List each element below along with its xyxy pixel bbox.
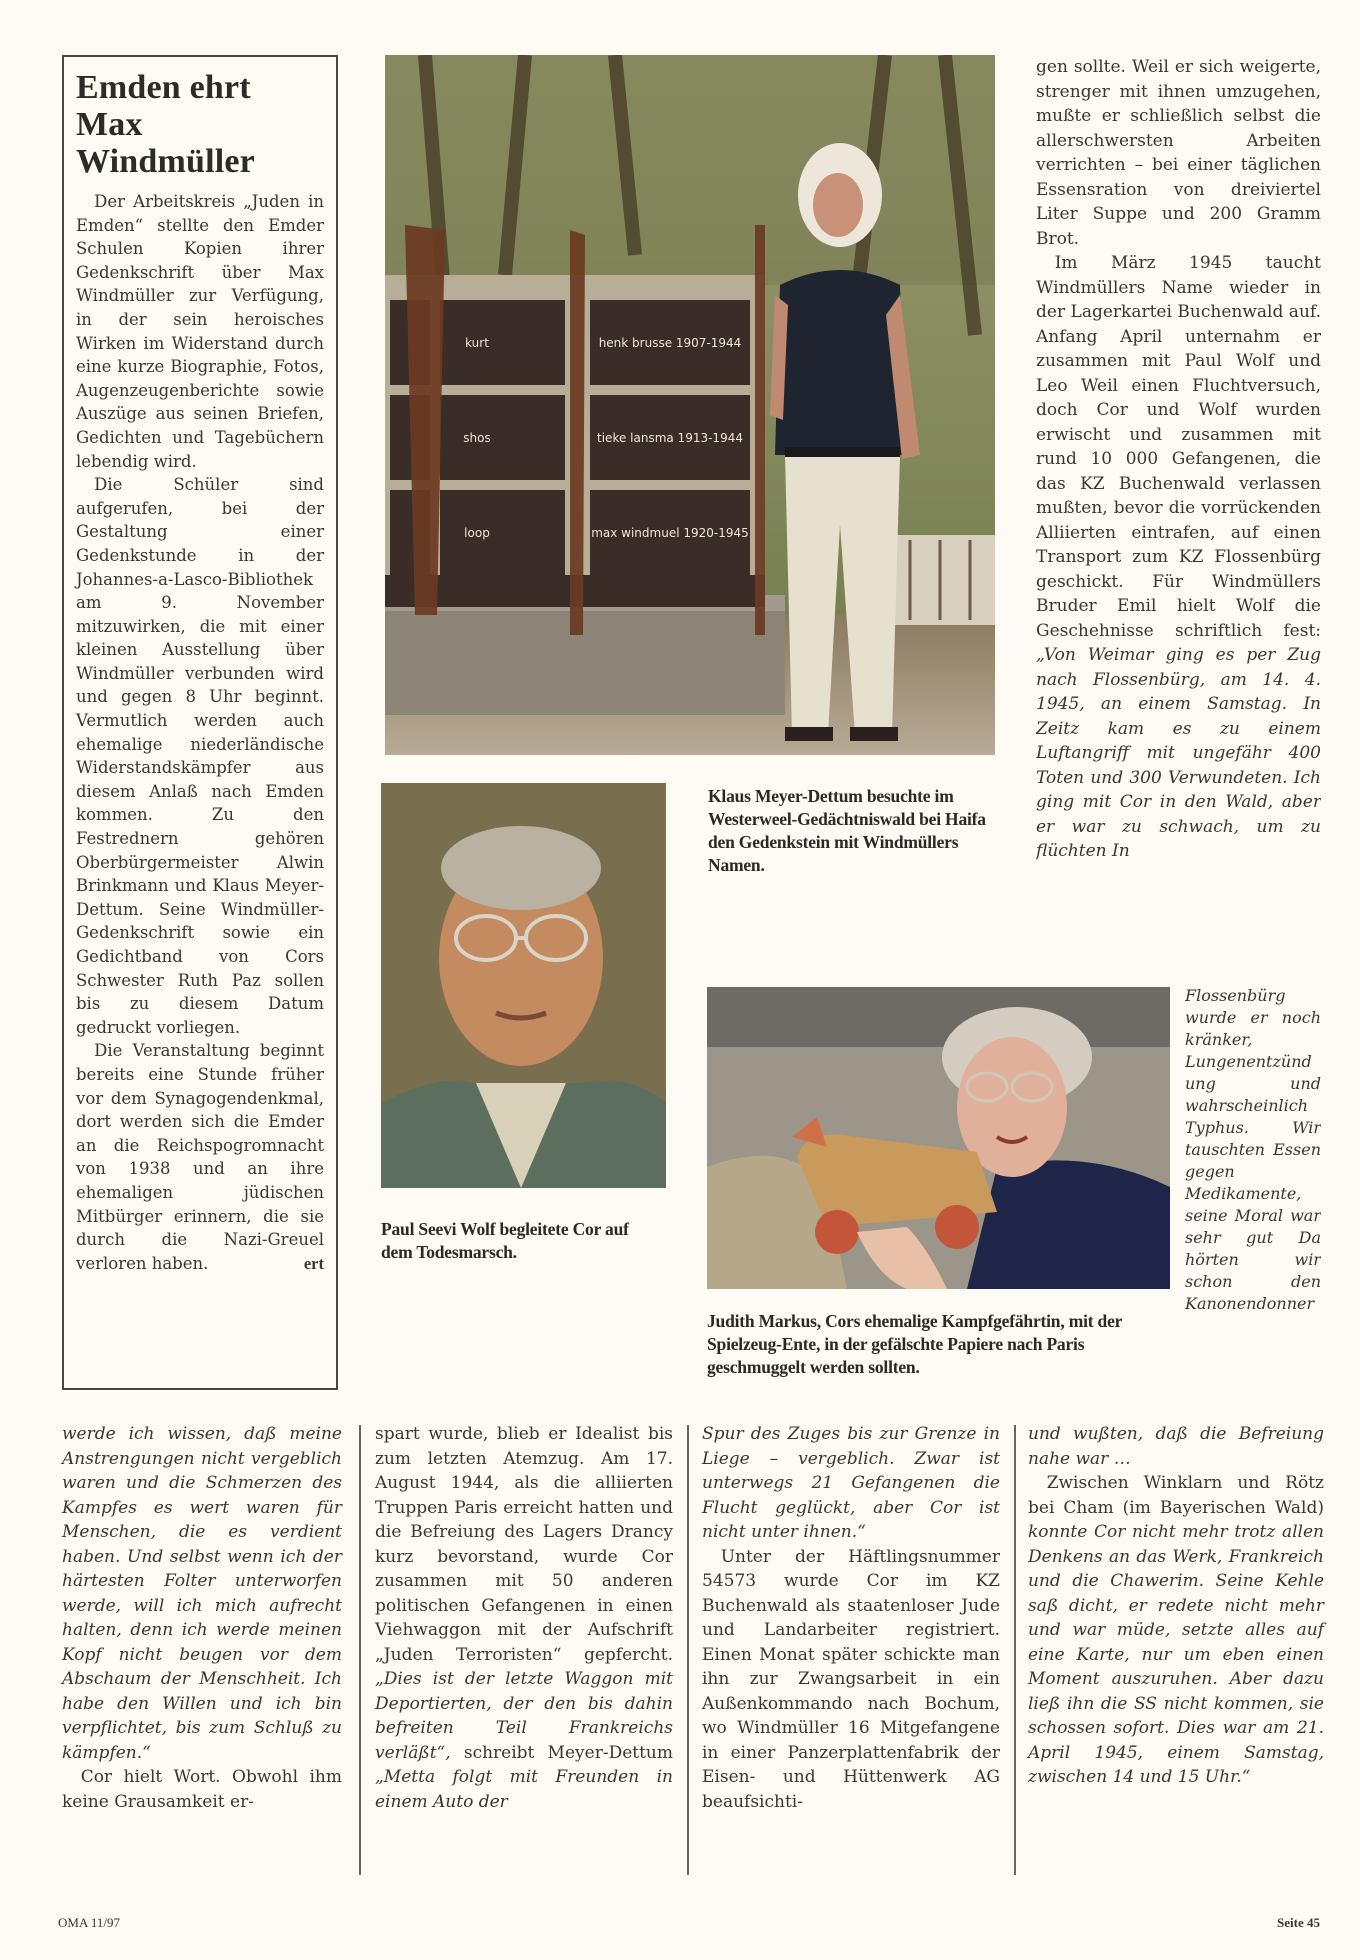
sidebar-paragraph-text: Die Veranstaltung beginnt bereits eine Stunde früher vor dem Synagogendenkmal, dort werden sich die Emder an die Reichspogromnacht von 1938 und an ihre ehemaligen jüdischen Mitbürger erinnern, die sie durch die Nazi-Greuel verloren haben.	[76, 1041, 324, 1273]
quote-narrow: Flossenbürg wurde er noch kränker, Lungenentzündung und wahrscheinlich Typhus. Wir tauschten Essen gegen Medikamente, seine Moral war sehr gut Da hörten wir schon den Kanonendonner	[1185, 986, 1321, 1313]
plaque-name: tieke lansma 1913-1944	[597, 431, 743, 445]
column-rule	[687, 1425, 689, 1875]
markus-photo-image	[707, 987, 1170, 1289]
photo-memorial	[385, 55, 995, 755]
bottom-column-1	[62, 1422, 342, 1814]
caption-markus: Judith Markus, Cors ehemalige Kampfgefährtin, mit der Spielzeug-Ente, in der gefälschte Papiere nach Paris geschmuggelt werden sollten.	[707, 1311, 1122, 1377]
body-paragraph: Unter der Häftlingsnummer 54573 wurde Cor im KZ Buchenwald als staatenloser Jude und Landarbeiter registriert. Einen Monat später schickte man ihn zur Zwangsarbeit in ein Außenkommando nach Bochum, wo Windmüller 16 Mitgefangene in einer Panzerplattenfabrik der Eisen- und Hüttenwerk AG beaufsichti-	[702, 1546, 1000, 1812]
bottom-column-4	[1028, 1422, 1324, 1790]
sidebar-text	[76, 190, 324, 1275]
body-paragraph: gen sollte. Weil er sich weigerte, strenger mit ihnen umzugehen, mußte er schließlich selbst die allerschwersten Arbeiten verrichten – bei einer täglichen Essensration von dreiviertel Liter Suppe und 200 Gramm Brot.	[1036, 57, 1321, 249]
body-paragraph: Cor hielt Wort. Obwohl ihm keine Grausamkeit er-	[62, 1767, 342, 1812]
bottom-column-3	[702, 1422, 1000, 1814]
sidebar-paragraph: Der Arbeitskreis „Juden in Emden“ stellte den Emder Schulen Kopien ihrer Gedenkschrift über Max Windmüller zur Verfügung, in der sein heroisches Wirken im Widerstand durch eine kurze Biographie, Fotos, Augenzeugenberichte sowie Auszüge aus seinen Briefen, Gedichten und Tagebüchern lebendig wird.	[76, 192, 324, 471]
sidebar-paragraph	[76, 1039, 324, 1275]
plaque-name: loop	[464, 526, 490, 540]
wolf-portrait-image	[381, 783, 666, 1188]
body-paragraph	[1028, 1471, 1324, 1790]
body-text: spart wurde, blieb er Idealist bis zum letzten Atemzug. Am 17. August 1944, als die alliierten Truppen Paris erreicht hatten und die Befreiung des Lagers Drancy kurz bevorstand, wurde Cor zusammen mit 50 anderen politischen Gefangenen in einen Viehwaggon mit der Aufschrift „Juden Terroristen“ gepfercht.	[375, 1424, 673, 1665]
body-paragraph-text: Im März 1945 taucht Windmüllers Name wieder in der Lagerkartei Buchenwald auf. Anfang April unternahm er zusammen mit Paul Wolf und Leo Weil einen Fluchtversuch, doch Cor und Wolf wurden erwischt und zusammen mit rund 10 000 Gefangenen, die das KZ Buchenwald verlassen mußten, bevor die vorrückenden Alliierten eintrafen, auf einen Transport zum KZ Flossenbürg geschickt. Für Windmüllers Bruder Emil hielt Wolf die Geschehnisse schriftlich fest:	[1036, 253, 1321, 641]
quote-text: „Von Weimar ging es per Zug nach Flossenbürg, am 14. 4. 1945, an einem Samstag. In Zeitz kam es zu einem Luftangriff mit ungefähr 400 Toten und 300 Verwundeten. Ich ging mit Cor in den Wald, aber er war zu schwach, um zu flüchten In	[1036, 645, 1321, 861]
author-signature: ert	[303, 1253, 324, 1273]
plaque-name: kurt	[465, 336, 489, 350]
body-paragraph	[375, 1422, 673, 1814]
photo-markus	[707, 987, 1170, 1289]
column-rule	[1014, 1425, 1016, 1875]
sidebar-headline	[76, 69, 324, 180]
quote-paragraph: Spur des Zuges bis zur Grenze in Liege – vergeblich. Zwar ist unterwegs 21 Gefangenen die Flucht geglückt, aber Cor ist nicht unter ihnen.“	[702, 1424, 1000, 1542]
sidebar-paragraph: Die Schüler sind aufgerufen, bei der Gestaltung einer Gedenkstunde in der Johannes-a-Lasco-Bibliothek am 9. November mitzuwirken, die mit einer kleinen Ausstellung über Windmüller verbunden wird und gegen 8 Uhr beginnt. Vermutlich werden auch ehemalige niederländische Widerstandskämpfer aus diesem Anlaß nach Emden kommen. Zu den Festrednern gehören Oberbürgermeister Alwin Brinkmann und Klaus Meyer-Dettum. Seine Windmüller-Gedenkschrift sowie ein Gedichtband von Cors Schwester Ruth Paz sollen bis zu diesem Datum gedruckt vorliegen.	[76, 475, 324, 1037]
bottom-column-2	[375, 1422, 673, 1814]
quote-paragraph: werde ich wissen, daß meine Anstrengungen nicht vergeblich waren und die Schmerzen des Kampfes es wert waren für Menschen, die es verdient haben. Und selbst wenn ich der härtesten Folter unterworfen werde, will ich mich aufrecht halten, denn ich werde meinen Kopf nicht beugen vor dem Abschaum der Menschheit. Ich habe den Willen und ich bin verpflichtet, bis zum Schluß zu kämpfen.“	[62, 1424, 342, 1763]
photo-wolf	[381, 783, 666, 1188]
quote-paragraph: und wußten, daß die Befreiung nahe war …	[1028, 1424, 1324, 1469]
footer-issue: OMA 11/97	[58, 1915, 120, 1930]
quote-text: konnte Cor nicht mehr trotz allen Denkens an das Werk, Frankreich und die Chawerim. Seine Kehle saß dicht, er redete nicht mehr und war müde, setzte alles auf eine Karte, nur um eben einen Moment auszuruhen. Aber dazu ließ ihn die SS nicht kommen, sie schossen sofort. Dies war am 21. April 1945, einem Samstag, zwischen 14 und 15 Uhr.“	[1028, 1522, 1324, 1787]
body-paragraph	[1036, 251, 1321, 864]
memorial-photo-image	[385, 55, 995, 755]
caption-wolf: Paul Seevi Wolf begleitete Cor auf dem Todesmarsch.	[381, 1219, 629, 1262]
column-rule	[359, 1425, 361, 1875]
body-text: Zwischen Winklarn und Rötz bei Cham (im Bayerischen Wald)	[1028, 1473, 1324, 1518]
quote-text: „Metta folgt mit Freunden in einem Auto der	[375, 1767, 673, 1812]
headline-line-1: Emden ehrt	[76, 69, 251, 106]
body-text: schreibt Meyer-Dettum	[463, 1742, 673, 1763]
plaque-name: henk brusse 1907-1944	[598, 336, 742, 350]
footer-page-number: Seite 45	[1277, 1915, 1320, 1930]
sidebar-box	[62, 55, 338, 1390]
plaque-name: shos	[463, 431, 491, 445]
right-column-narrow-text	[1185, 985, 1321, 1395]
caption-memorial: Klaus Meyer-Dettum besuchte im Westerweel-Gedächtniswald bei Haifa den Gedenkstein mit Windmüllers Namen.	[708, 786, 986, 875]
quote-text: „Dies ist der letzte Waggon mit Deportierten, der den bis dahin befreiten Teil Frankreichs verläßt“,	[375, 1669, 673, 1763]
right-column-text	[1036, 55, 1321, 975]
plaque-name: max windmuel 1920-1945	[591, 526, 749, 540]
headline-line-2: Max Windmüller	[76, 106, 255, 180]
